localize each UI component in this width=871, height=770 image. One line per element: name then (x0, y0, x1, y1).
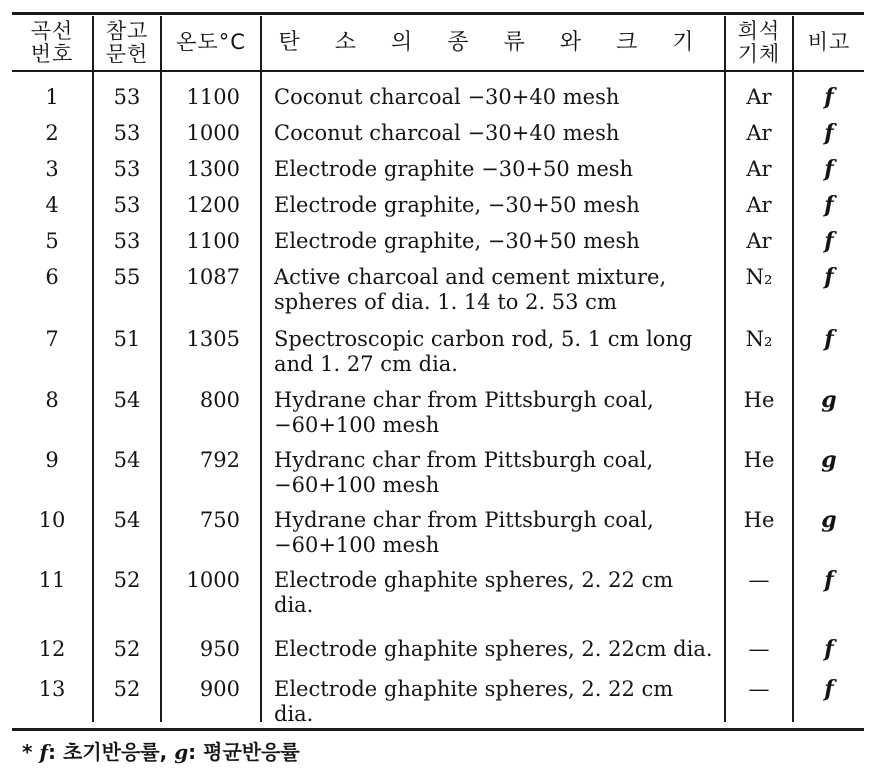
carbon-description (274, 193, 724, 218)
header-dilution-gas (726, 15, 792, 70)
carbon-description (274, 265, 724, 315)
description-line: dia. (274, 702, 314, 726)
description-line: Electrode ghaphite spheres, 2. 22cm dia. (274, 637, 713, 661)
carbon-description (274, 508, 724, 558)
footnote-f-text: : 초기반응률, (48, 740, 168, 764)
description-line: Electrode graphite, −30+50 mesh (274, 229, 640, 253)
dilution-gas: — (748, 677, 770, 701)
curve-number: 1 (45, 85, 59, 109)
description-line: Hydrane char from Pittsburgh coal, (274, 508, 654, 532)
header-line: 기체 (737, 41, 781, 66)
description-line: Electrode graphite −30+50 mesh (274, 157, 634, 181)
dilution-gas: Ar (746, 121, 772, 145)
description-line: Spectroscopic carbon rod, 5. 1 cm long (274, 327, 693, 351)
remark: g (821, 387, 837, 413)
curve-number: 7 (45, 327, 59, 351)
reference-number: 52 (113, 677, 141, 701)
curve-number: 9 (45, 448, 59, 472)
description-line: Electrode ghaphite spheres, 2. 22 cm (274, 677, 674, 701)
description-line: −60+100 mesh (274, 413, 440, 437)
remark: f (824, 264, 834, 290)
temperature: 1100 (186, 85, 240, 109)
curve-number: 4 (45, 193, 59, 217)
reference-number: 54 (113, 508, 141, 532)
header-line: 탄 소 의 종 류 와 크 기 (278, 30, 708, 55)
header-curve-number (12, 15, 92, 70)
curve-number: 2 (45, 121, 59, 145)
reference-number: 53 (113, 121, 141, 145)
column-divider (260, 16, 262, 722)
header-line: 희석 (737, 18, 781, 43)
remark: g (821, 447, 837, 473)
reference-number: 51 (113, 327, 141, 351)
temperature: 1200 (186, 193, 240, 217)
reference-number: 52 (113, 568, 141, 592)
temperature: 1300 (186, 157, 240, 181)
header-line: 온도°C (176, 30, 246, 54)
reference-number: 55 (113, 265, 141, 289)
header-reference (94, 15, 160, 70)
carbon-description (274, 388, 724, 438)
dilution-gas: He (743, 448, 775, 472)
description-line: Hydranc char from Pittsburgh coal, (274, 448, 654, 472)
dilution-gas: N₂ (745, 265, 773, 289)
remark: f (824, 228, 834, 254)
footnote (22, 736, 300, 765)
temperature: 792 (199, 448, 240, 472)
remark: f (824, 84, 834, 110)
carbon-description (274, 229, 724, 254)
description-line: Active charcoal and cement mixture, (274, 265, 667, 289)
description-line: −60+100 mesh (274, 473, 440, 497)
reference-number: 53 (113, 85, 141, 109)
carbon-description (274, 157, 724, 182)
temperature: 1100 (186, 229, 240, 253)
carbon-description (274, 121, 724, 146)
remark: f (824, 120, 834, 146)
carbon-description (274, 568, 724, 618)
reference-number: 53 (113, 229, 141, 253)
header-rule (12, 70, 864, 72)
description-line: dia. (274, 593, 314, 617)
remark: f (824, 636, 834, 662)
curve-number: 13 (38, 677, 66, 701)
temperature: 1087 (186, 265, 240, 289)
remark: f (824, 192, 834, 218)
temperature: 900 (199, 677, 240, 701)
remark: f (824, 676, 834, 702)
temperature: 800 (199, 388, 240, 412)
description-line: Coconut charcoal −30+40 mesh (274, 121, 620, 145)
temperature: 1000 (186, 121, 240, 145)
curve-number: 10 (38, 508, 66, 532)
dilution-gas: He (743, 508, 775, 532)
dilution-gas: Ar (746, 157, 772, 181)
curve-number: 5 (45, 229, 59, 253)
header-remarks (794, 15, 864, 70)
curve-number: 8 (45, 388, 59, 412)
temperature: 950 (199, 637, 240, 661)
dilution-gas: Ar (746, 229, 772, 253)
reference-number: 53 (113, 157, 141, 181)
description-line: and 1. 27 cm dia. (274, 352, 458, 376)
description-line: −60+100 mesh (274, 533, 440, 557)
remark: g (821, 507, 837, 533)
symbol-g: g (174, 740, 189, 764)
dilution-gas: N₂ (745, 327, 773, 351)
header-line: 문헌 (105, 41, 149, 66)
dilution-gas: Ar (746, 193, 772, 217)
reference-number: 54 (113, 388, 141, 412)
carbon-description (274, 327, 724, 377)
remark: f (824, 567, 834, 593)
carbon-description (274, 85, 724, 110)
symbol-f: f (39, 740, 49, 764)
header-line: 참고 (105, 18, 149, 43)
description-line: spheres of dia. 1. 14 to 2. 53 cm (274, 290, 617, 314)
description-line: Electrode graphite, −30+50 mesh (274, 193, 640, 217)
header-line: 비고 (807, 30, 851, 54)
header-carbon-type (262, 15, 724, 70)
dilution-gas: — (748, 568, 770, 592)
temperature: 1305 (186, 327, 240, 351)
temperature: 750 (199, 508, 240, 532)
header-line: 번호 (30, 41, 74, 66)
remark: f (824, 156, 834, 182)
dilution-gas: — (748, 637, 770, 661)
carbon-description (274, 448, 724, 498)
header-line: 곡선 (30, 18, 74, 43)
remark: f (824, 326, 834, 352)
reference-number: 53 (113, 193, 141, 217)
footnote-marker: * (22, 740, 33, 764)
dilution-gas: He (743, 388, 775, 412)
curve-number: 6 (45, 265, 59, 289)
curve-number: 12 (38, 637, 66, 661)
description-line: Electrode ghaphite spheres, 2. 22 cm (274, 568, 674, 592)
reference-number: 54 (113, 448, 141, 472)
curve-number: 3 (45, 157, 59, 181)
description-line: Hydrane char from Pittsburgh coal, (274, 388, 654, 412)
carbon-description (274, 637, 724, 662)
temperature: 1000 (186, 568, 240, 592)
header-temperature (162, 15, 260, 70)
description-line: Coconut charcoal −30+40 mesh (274, 85, 620, 109)
table-bottom-rule (12, 728, 864, 731)
reference-number: 52 (113, 637, 141, 661)
carbon-description (274, 677, 724, 727)
table-header (12, 15, 864, 70)
curve-number: 11 (38, 568, 66, 592)
footnote-g-text: : 평균반응률 (188, 740, 300, 764)
dilution-gas: Ar (746, 85, 772, 109)
